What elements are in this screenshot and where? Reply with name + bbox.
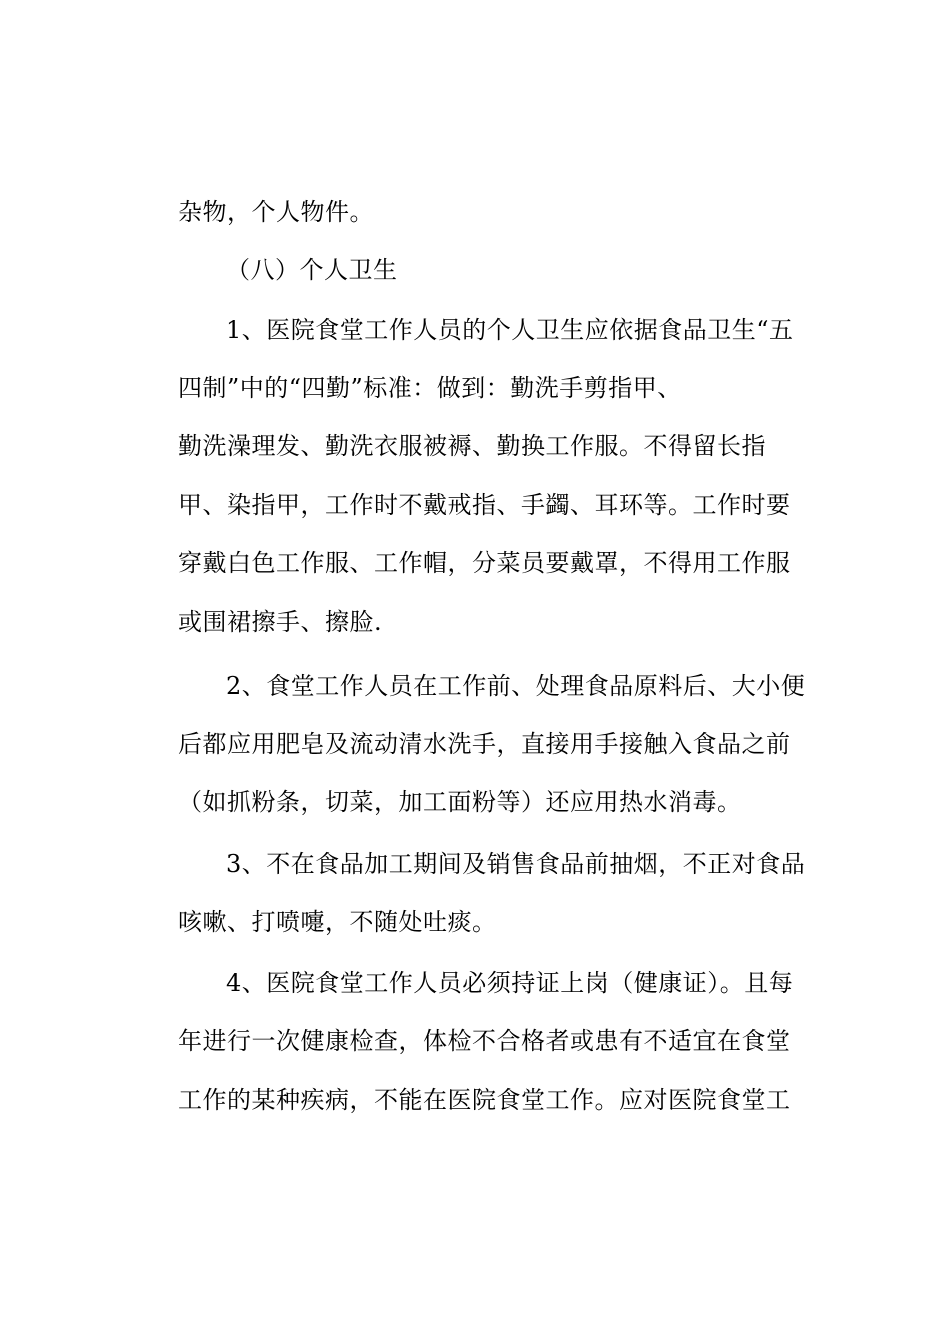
text-line: 2、食堂工作人员在工作前、处理食品原料后、大小便	[226, 672, 806, 700]
text-line: 4、医院食堂工作人员必须持证上岗（健康证）。且每	[226, 969, 794, 997]
text-line: 3、不在食品加工期间及销售食品前抽烟，不正对食品	[226, 850, 806, 878]
text-line: 杂物，个人物件。	[178, 198, 374, 226]
section-heading: （八）个人卫生	[226, 256, 398, 284]
text-line: 年进行一次健康检查，体检不合格者或患有不适宜在食堂	[178, 1027, 791, 1055]
text-line: 或围裙擦手、擦脸.	[178, 608, 383, 636]
text-line: 咳嗽、打喷嚏，不随处吐痰。	[178, 908, 497, 936]
text-line: 甲、染指甲，工作时不戴戒指、手蠲、耳环等。工作时要	[178, 491, 791, 519]
text-line: 后都应用肥皂及流动清水洗手，直接用手接触入食品之前	[178, 730, 791, 758]
text-line: 勤洗澡理发、勤洗衣服被褥、勤换工作服。不得留长指	[178, 432, 766, 460]
text-line: 四制”中的“四勤”标准：做到：勤洗手剪指甲、	[178, 374, 682, 402]
text-line: 1、医院食堂工作人员的个人卫生应依据食品卫生“五	[226, 316, 794, 344]
text-line: 穿戴白色工作服、工作帽，分菜员要戴罩，不得用工作服	[178, 549, 791, 577]
text-line: 工作的某种疾病，不能在医院食堂工作。应对医院食堂工	[178, 1086, 791, 1114]
text-line: （如抓粉条，切菜，加工面粉等）还应用热水消毒。	[178, 788, 742, 816]
